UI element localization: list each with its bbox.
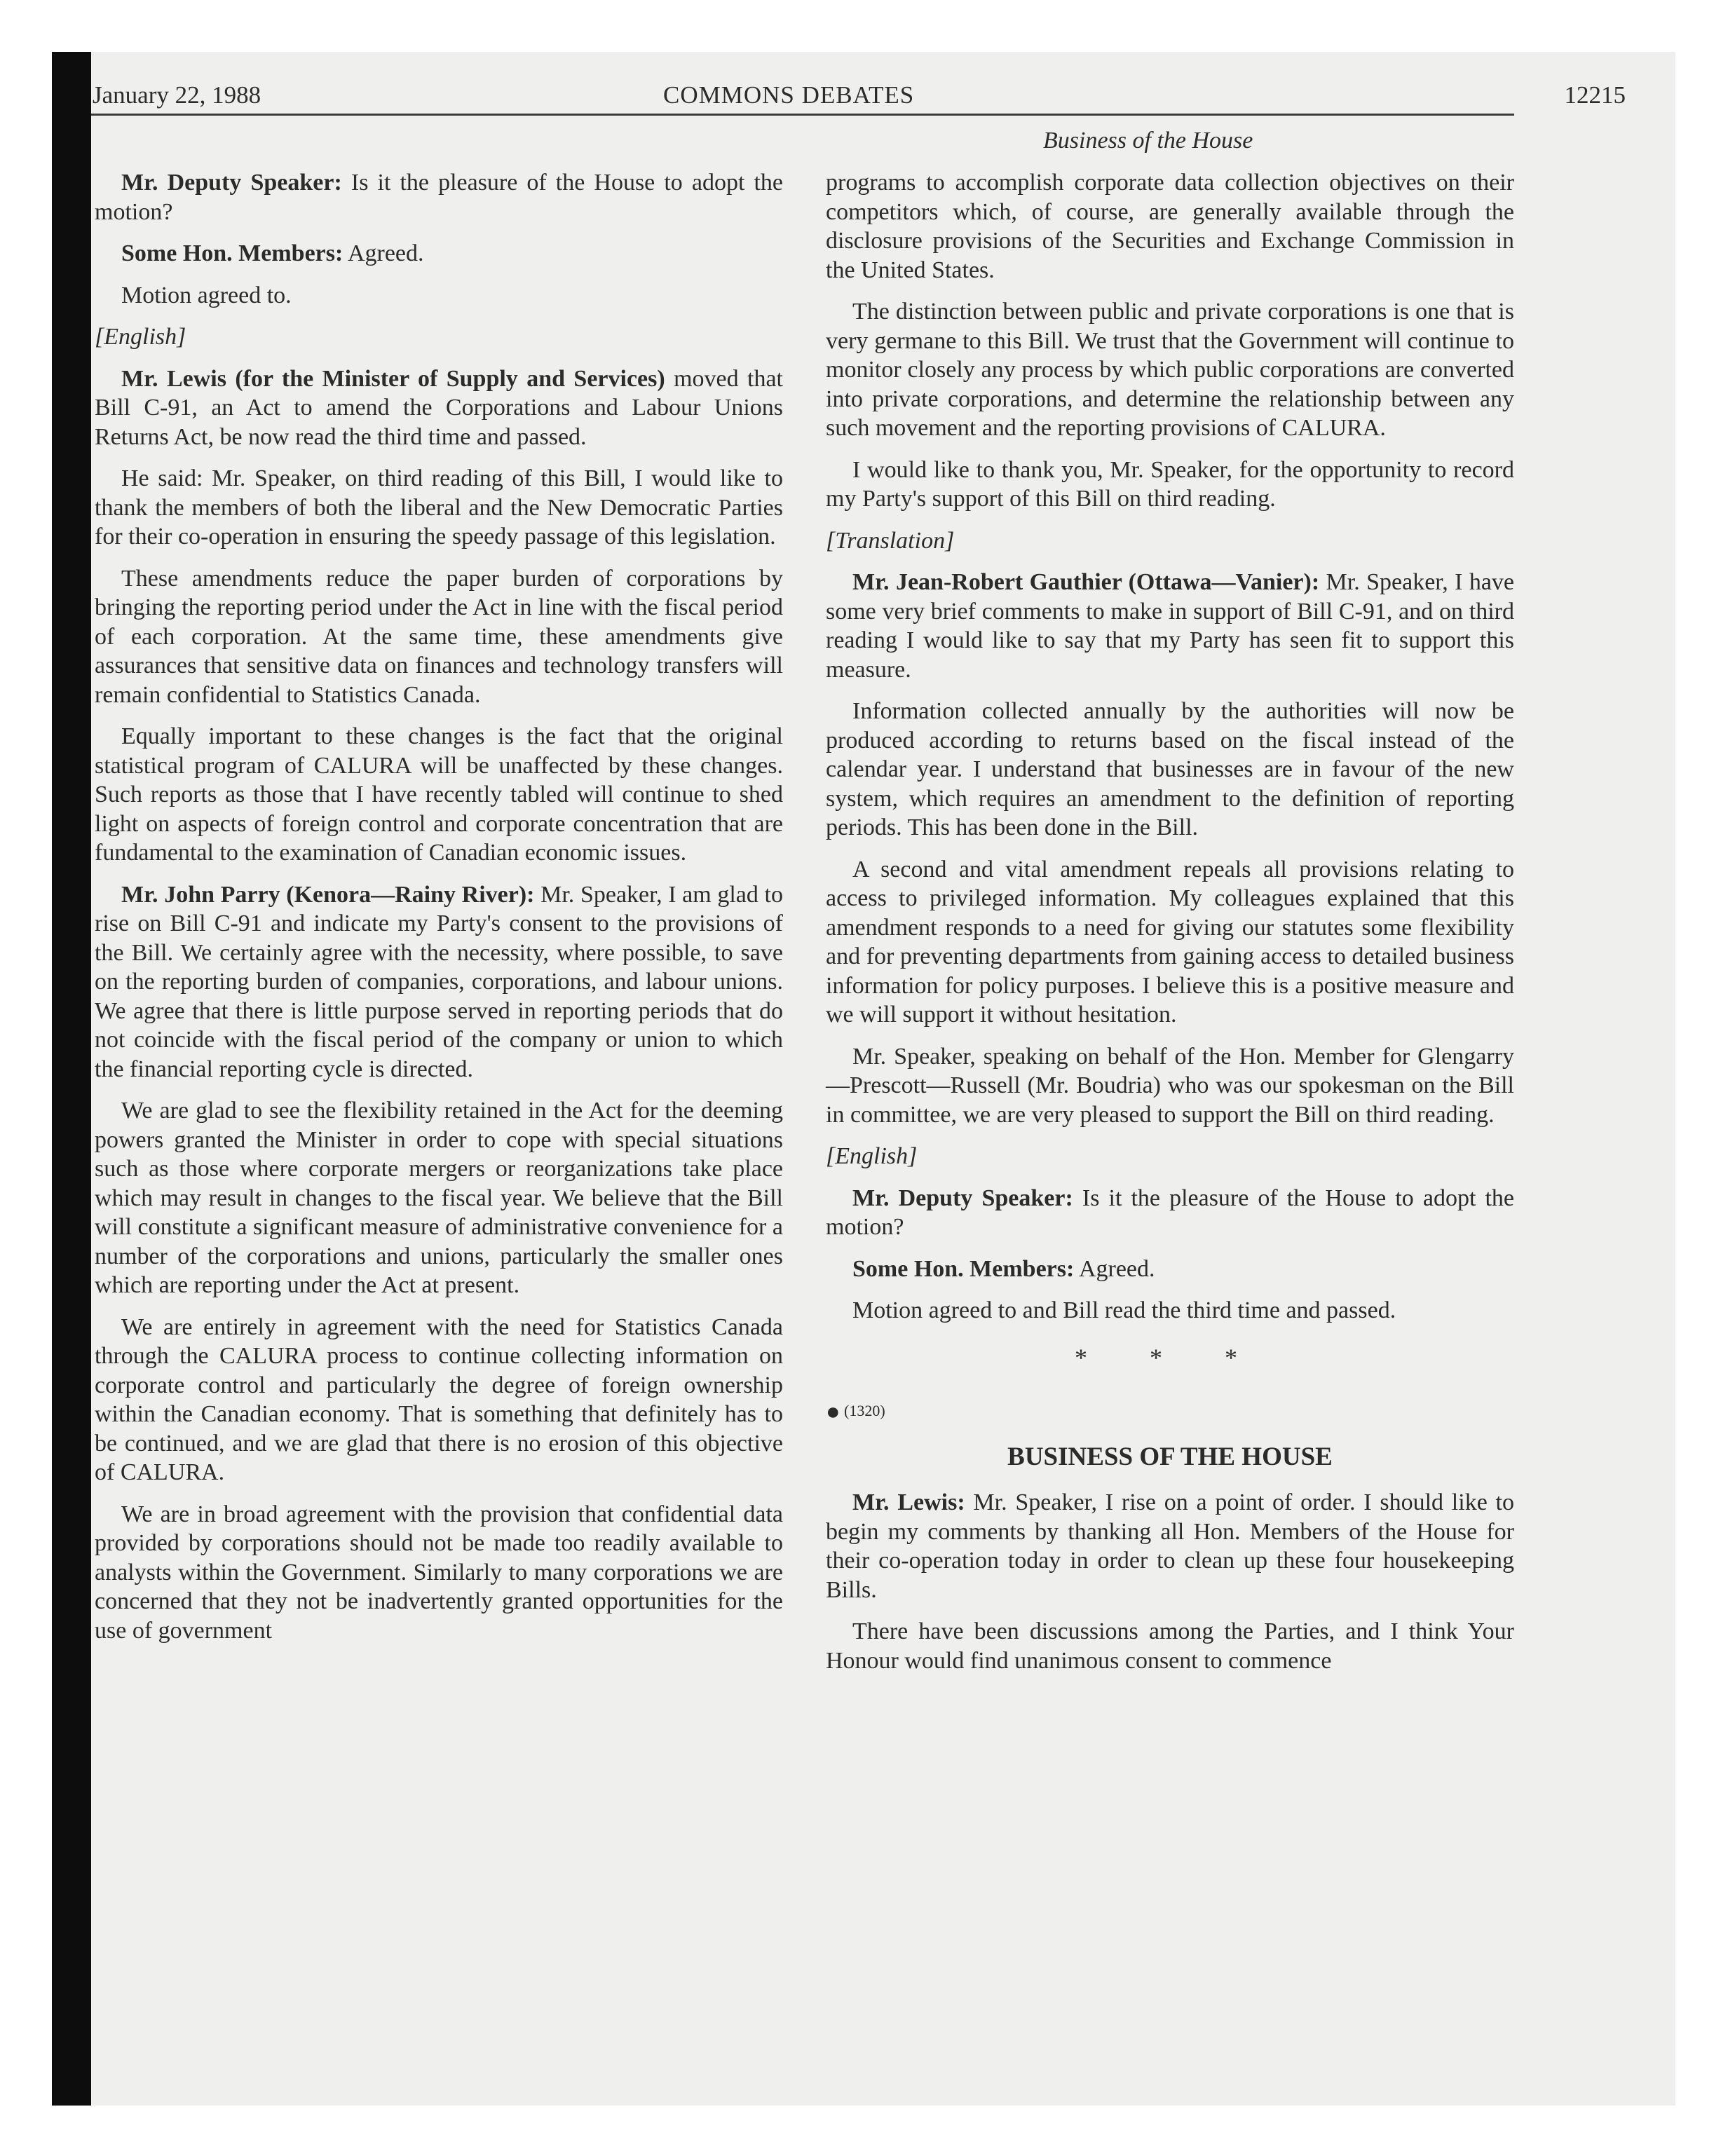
paragraph: Motion agreed to and Bill read the third time and passed. xyxy=(852,1297,1396,1323)
language-marker: [Translation] xyxy=(826,527,955,554)
section-separator: * * * xyxy=(1075,1343,1265,1372)
speech-text: Agreed. xyxy=(343,240,424,266)
scan-edge-bar xyxy=(52,52,91,2106)
paragraph: We are glad to see the flexibility retained in the Act for the deeming powers granted the Minister in order to cope with special situations such as those where corporate mergers or reorganizations take place which may result in changes to the fiscal year. We believe that the Bill will constitute a significant measure of administrative convenience for a number of the corporations and unions, particularly the smaller ones which are reporting under the Act at present. xyxy=(95,1098,783,1298)
speech-text: Mr. Speaker, I am glad to rise on Bill C-91 and indicate my Party's consent to the provisions of the Bill. We certainly agree with the necessity, where possible, to save on the reporting burden of companies, corporations, and labour unions. We agree that there is little purpose served in reporting periods that do not coincide with the fiscal period of the company or union to which the financial reporting cycle is directed. xyxy=(95,881,783,1082)
paragraph: We are in broad agreement with the provision that confidential data provided by corporations should not be made too readily available to analysts within the Government. Similarly to many corporations we are concerned that they not be inadvertently granted opportunities for the use of government xyxy=(95,1501,783,1644)
speech-text: Agreed. xyxy=(1074,1255,1155,1282)
language-marker: [English] xyxy=(826,1143,918,1169)
paragraph xyxy=(95,168,783,226)
paragraph xyxy=(826,1488,1514,1604)
time-marker xyxy=(826,1396,1514,1427)
header-publication: COMMONS DEBATES xyxy=(663,81,915,109)
paragraph xyxy=(826,1255,1514,1284)
speaker-name: Some Hon. Members: xyxy=(121,240,343,266)
paragraph xyxy=(95,880,783,1084)
paragraph: Mr. Speaker, speaking on behalf of the Hon. Member for Glengarry—Prescott—Russell (Mr. Boudria) who was our spokesman on the Bill in committee, we are very pleased to support the Bill on third reading. xyxy=(826,1043,1514,1128)
left-column xyxy=(95,168,783,1658)
header-date: January 22, 1988 xyxy=(93,81,261,109)
section-title: BUSINESS OF THE HOUSE xyxy=(1007,1442,1333,1471)
speaker-name: Mr. Deputy Speaker: xyxy=(121,170,342,196)
speech-text: Mr. Speaker, I rise on a point of order. I should like to begin my comments by thanking all Hon. Members of the House for their co-operation today in order to clean up these four housekeeping Bills. xyxy=(826,1489,1514,1603)
paragraph: Equally important to these changes is the fact that the original statistical program of CALURA will be unaffected by these changes. Such reports as those that I have recently tabled will continue to shed light on aspects of foreign control and corporate concentration that are fundamental to the examination of Canadian economic issues. xyxy=(95,723,783,866)
paragraph: We are entirely in agreement with the need for Statistics Canada through the CALURA process to continue collecting information on corporate control and particularly the degree of foreign ownership within the Canadian economy. That is something that definitely has to be continued, and we are glad that there is no erosion of this objective of CALURA. xyxy=(95,1314,783,1485)
paragraph: These amendments reduce the paper burden of corporations by bringing the reporting period under the Act in line with the fiscal period of each corporation. At the same time, these amendments give assurances that sensitive data on finances and technology transfers will remain confidential to Statistics Canada. xyxy=(95,565,783,708)
speaker-name: Some Hon. Members: xyxy=(852,1255,1075,1282)
time-stamp: (1320) xyxy=(844,1402,885,1419)
speaker-name: Mr. John Parry (Kenora—Rainy River): xyxy=(121,881,535,908)
paragraph xyxy=(95,364,783,452)
speaker-name: Mr. Deputy Speaker: xyxy=(852,1185,1073,1211)
paragraph xyxy=(826,1184,1514,1242)
right-column xyxy=(826,168,1514,1688)
language-marker: [English] xyxy=(95,324,186,350)
speech-text: Is it the pleasure of the House to adopt the motion? xyxy=(826,1185,1515,1240)
paragraph: Information collected annually by the authorities will now be produced according to returns based on the fiscal instead of the calendar year. I understand that businesses are in favour of the new system, which requires an amendment to the definition of reporting periods. This has been done in the Bill. xyxy=(826,698,1514,840)
paragraph: A second and vital amendment repeals all provisions relating to access to privileged information. My colleagues explained that this amendment responds to a need for giving our statutes some flexibility and for preventing departments from gaining access to detailed business information for policy purposes. I believe this is a positive measure and we will support it without hesitation. xyxy=(826,856,1514,1028)
paragraph: There have been discussions among the Parties, and I think Your Honour would find unanimous consent to commence xyxy=(826,1618,1514,1674)
header-rule xyxy=(91,114,1514,116)
paragraph: The distinction between public and private corporations is one that is very germane to this Bill. We trust that the Government will continue to monitor closely any process by which public corporations are converted into private corporations, and determine the relationship between any such movement and the reporting provisions of CALURA. xyxy=(826,299,1514,441)
paragraph: programs to accomplish corporate data collection objectives on their competitors which, of course, are generally available through the disclosure provisions of the Securities and Exchange Commission in the United States. xyxy=(826,170,1514,283)
paragraph: He said: Mr. Speaker, on third reading of this Bill, I would like to thank the members of both the liberal and the New Democratic Parties for their co-operation in ensuring the speedy passage of this legislation. xyxy=(95,465,783,550)
speech-text: Mr. Speaker, I have some very brief comments to make in support of Bill C-91, and on third reading I would like to say that my Party has seen fit to support this measure. xyxy=(826,569,1515,683)
speaker-name: Mr. Lewis: xyxy=(852,1489,965,1516)
speech-text: moved that Bill C-91, an Act to amend the Corporations and Labour Unions Returns Act, be now read the third time and passed. xyxy=(95,365,783,450)
header-page-number: 12215 xyxy=(1564,81,1626,109)
paragraph: I would like to thank you, Mr. Speaker, for the opportunity to record my Party's support of this Bill on third reading. xyxy=(826,456,1514,512)
paragraph: Motion agreed to. xyxy=(121,282,292,308)
paragraph xyxy=(95,239,783,268)
running-head: Business of the House xyxy=(1043,128,1253,153)
paragraph xyxy=(826,568,1514,684)
bullet-icon: ● xyxy=(826,1399,841,1426)
speaker-name: Mr. Lewis (for the Minister of Supply and Services) xyxy=(121,365,665,392)
speech-text: Is it the pleasure of the House to adopt the motion? xyxy=(95,170,784,225)
speaker-name: Mr. Jean-Robert Gauthier (Ottawa—Vanier): xyxy=(852,569,1320,595)
